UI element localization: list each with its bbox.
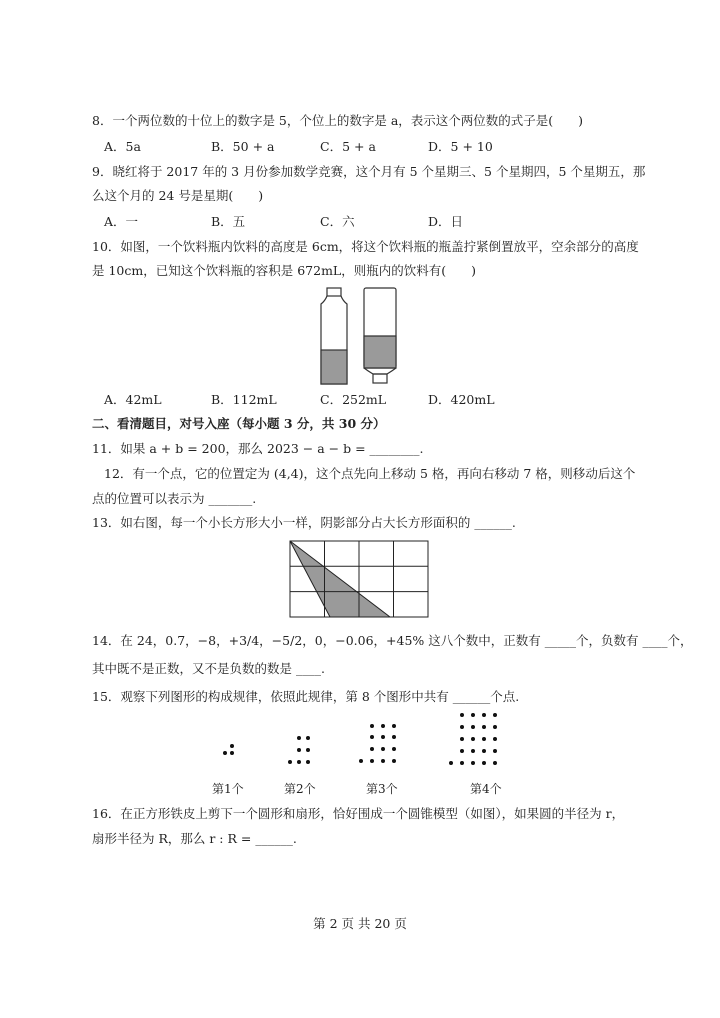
option-d: D．日 xyxy=(428,214,464,229)
option-b: B．五 xyxy=(211,214,246,229)
question-12-line2: 点的位置可以表示为 _______. xyxy=(92,491,257,506)
option-a: A．42mL xyxy=(104,392,162,407)
dot-pattern-3 xyxy=(352,719,407,771)
question-9-line2: 么这个月的 24 号是星期( ) xyxy=(92,188,264,203)
bottle-inverted xyxy=(364,288,396,383)
bottle-upright xyxy=(321,288,347,384)
page-number: 第 2 页 共 20 页 xyxy=(313,916,407,931)
question-16-line2: 扇形半径为 R，那么 r : R = ______. xyxy=(92,831,297,846)
option-d: D．5 + 10 xyxy=(428,139,493,154)
pattern-label-1: 第1个 xyxy=(212,782,244,796)
option-b: B．50 + a xyxy=(211,139,275,154)
option-c: C．5 + a xyxy=(320,139,376,154)
question-15: 15．观察下列图形的构成规律，依照此规律，第 8 个图形中共有 ______个点. xyxy=(92,689,520,704)
dot-pattern-2 xyxy=(280,731,320,771)
option-c: C．六 xyxy=(320,214,355,229)
option-c: C．252mL xyxy=(320,392,387,407)
option-d: D．420mL xyxy=(428,392,495,407)
option-b: B．112mL xyxy=(211,392,277,407)
option-a: A．一 xyxy=(104,214,139,229)
question-14-line2: 其中既不是正数，又不是负数的数是 ____. xyxy=(92,661,325,676)
pattern-label-2: 第2个 xyxy=(284,782,316,796)
option-a: A．5a xyxy=(104,139,141,154)
pattern-label-3: 第3个 xyxy=(366,782,398,796)
bottle-figure xyxy=(315,286,405,388)
question-13: 13．如右图，每一个小长方形大小一样，阴影部分占大长方形面积的 ______. xyxy=(92,515,516,530)
dot-pattern-4 xyxy=(440,708,510,772)
dot-pattern-1 xyxy=(210,738,240,768)
section-2-title: 二、看清题目，对号入座（每小题 3 分，共 30 分） xyxy=(92,416,386,431)
question-9-line1: 9．晓红将于 2017 年的 3 月份参加数学竞赛，这个月有 5 个星期三、5 个星期四，5 个星期五，那 xyxy=(92,164,646,179)
question-8: 8．一个两位数的十位上的数字是 5，个位上的数字是 a，表示这个两位数的式子是( ) xyxy=(92,113,584,128)
shaded-region xyxy=(290,541,390,617)
question-11: 11．如果 a + b = 200，那么 2023 − a − b = ________. xyxy=(92,441,424,456)
question-14-line1: 14．在 24，0.7，−8，+3/4，−5/2，0，−0.06，+45% 这八个数中，正数有 _____个，负数有 ____个， xyxy=(92,633,693,648)
rectangle-grid-figure xyxy=(288,539,430,619)
question-10-line1: 10．如图，一个饮料瓶内饮料的高度是 6cm，将这个饮料瓶的瓶盖拧紧倒置放平，空余部分的高度 xyxy=(92,239,639,254)
question-16-line1: 16．在正方形铁皮上剪下一个圆形和扇形，恰好围成一个圆锥模型（如图），如果圆的半径为 r， xyxy=(92,806,625,821)
question-12-line1: 12．有一个点，它的位置定为 (4,4)，这个点先向上移动 5 格，再向右移动 7 格，则移动后这个 xyxy=(104,466,636,481)
pattern-label-4: 第4个 xyxy=(470,782,502,796)
question-10-line2: 是 10cm，已知这个饮料瓶的容积是 672mL，则瓶内的饮料有( ) xyxy=(92,263,476,278)
